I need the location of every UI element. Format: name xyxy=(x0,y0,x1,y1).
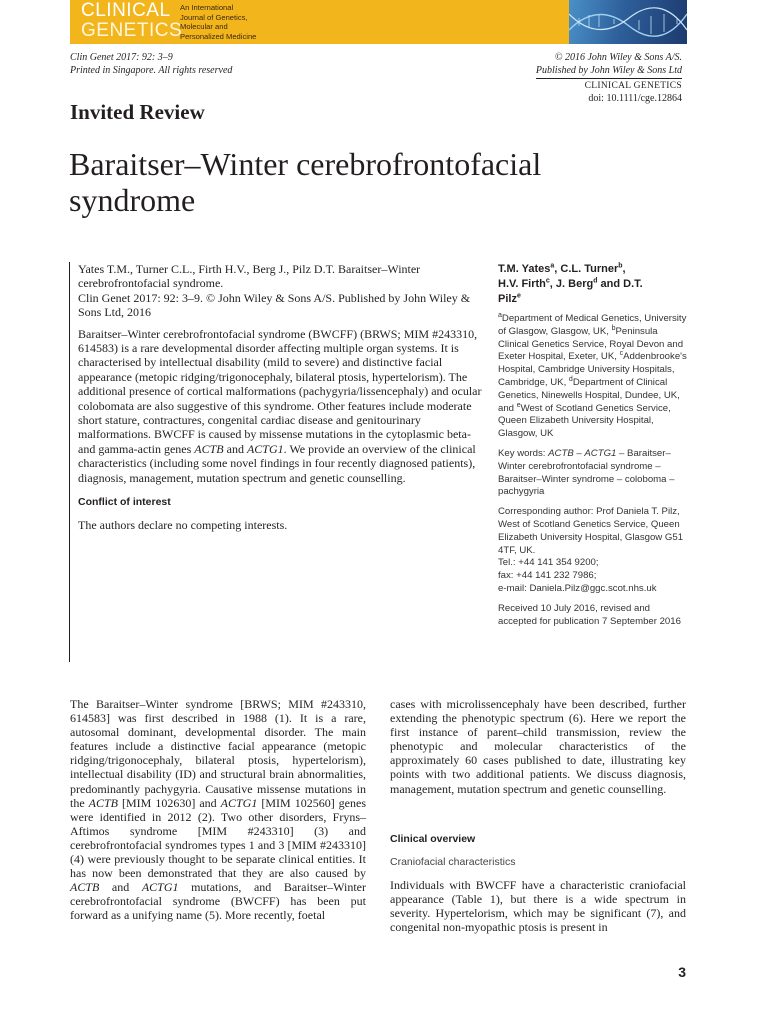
gene-name: ACTG1 xyxy=(220,795,258,810)
keywords xyxy=(498,448,690,499)
body-text: The Baraitser–Winter syndrome [BRWS; MIM #243310, 614583] was first described in 1988 (1). It is a rare, autosomal dominant, developmental disorder. The main features include a distinctive facial appearance (metopic ridging/trigonocephaly, bilateral ptosis, hypertelorism), intellectual disability (ID) and structural brain abnormalities, predominantly pachygyria. Causative missense mutations in the xyxy=(70,697,366,810)
keyword: – Baraitser–Winter cerebrofrontofacial syndrome – Baraitser–Winter syndrome – coloboma – pachygyria xyxy=(498,447,675,498)
section-heading: Clinical overview xyxy=(390,832,476,845)
abstract-body xyxy=(78,327,491,485)
affil-mark: d xyxy=(568,375,573,383)
dna-helix-image xyxy=(569,0,687,44)
conflict-text: The authors declare no competing interests. xyxy=(78,517,288,532)
abstract-panel xyxy=(69,262,491,662)
affil-mark: a xyxy=(498,311,502,319)
body-paragraph xyxy=(70,697,366,923)
body-text: and xyxy=(99,880,142,895)
publisher-block xyxy=(536,52,682,105)
affiliation: Department of Clinical Genetics, Ninewells Hospital, Dundee, UK, and xyxy=(498,376,680,414)
body-paragraph: Individuals with BWCFF have a characteristic craniofacial appearance (Table 1), but there is a wide spectrum in severity. Hypertelorism, which may be significant (7), and congenital non-myopathic ptosis is present in xyxy=(390,877,686,935)
journal-logo xyxy=(81,1,182,41)
body-column-right xyxy=(390,697,686,934)
abstract-text: . We provide an overview of the clinical characteristics (including some novel findings in four recently diagnosed patients), diagnosis, management, mutation spectrum and genetic counselling. xyxy=(78,441,476,485)
affil-mark: c xyxy=(545,277,550,285)
logo-line-1: CLINICAL xyxy=(81,0,171,21)
abstract-text: Baraitser–Winter cerebrofrontofacial syndrome (BWCFF) (BRWS; MIM #243310, 614583) is a rare developmental disorder affecting multiple organ systems. It is characterised by intellectual disability (mild to severe) and distinctive facial appearance (metopic ridging/trigonocephaly, bilateral ptosis, hypertelorism). The additional presence of cortical malformations (pachygyria/lissencephaly) and ocular colobomata are also suggestive of this syndrome. Other features include moderate short stature, contractures, congenital cardiac disease and genitourinary malformations. BWCFF is caused by missense mutations in the cytoplasmic beta- and gamma-actin genes xyxy=(78,326,482,456)
article-title: Baraitser–Winter cerebrofrontofacial syndrome xyxy=(69,146,542,218)
affil-mark: c xyxy=(619,350,624,358)
page-number: 3 xyxy=(678,964,686,980)
affil-mark: d xyxy=(593,277,598,285)
doi-link[interactable]: doi: 10.1111/cge.12864 xyxy=(588,92,682,104)
received-dates: Received 10 July 2016, revised and accepted for publication 7 September 2016 xyxy=(498,602,681,627)
author: Pilz xyxy=(498,293,517,305)
keyword-sep: – xyxy=(573,447,585,459)
abstract-text: and xyxy=(223,441,247,456)
citation: Clin Genet 2017: 92: 3–9 xyxy=(70,52,173,63)
author-sidebar xyxy=(498,262,690,635)
subsection-heading: Craniofacial characteristics xyxy=(390,855,516,868)
gene-name: ACTG1 xyxy=(141,880,179,895)
affiliations xyxy=(498,313,690,441)
logo-line-2: GENETICS xyxy=(81,20,183,41)
affiliation: West of Scotland Genetics Service, Queen Elizabeth University Hospital, Glasgow, UK xyxy=(498,402,671,440)
tagline-line: Molecular and xyxy=(180,22,228,32)
affil-mark: b xyxy=(618,262,623,270)
affil-mark: a xyxy=(550,262,555,270)
dna-helix-icon xyxy=(569,0,687,44)
email-link[interactable]: e-mail: Daniela.Pilz@ggc.scot.nhs.uk xyxy=(498,582,657,594)
printed-note: Printed in Singapore. All rights reserved xyxy=(70,64,233,76)
citation-block xyxy=(70,52,232,77)
gene-name: ACTB xyxy=(70,880,100,895)
fax: fax: +44 141 232 7986; xyxy=(498,570,597,582)
affiliation: Department of Medical Genetics, University of Glasgow, Glasgow, UK, xyxy=(498,313,687,337)
gene-name: ACTB xyxy=(88,795,119,810)
article-type: Invited Review xyxy=(70,100,205,124)
journal-tagline xyxy=(180,3,256,41)
body-column-left xyxy=(70,697,366,923)
author: T.M. Yates xyxy=(498,263,551,275)
tagline-line: Journal of Genetics, xyxy=(180,12,248,22)
affil-mark: e xyxy=(516,401,521,409)
corresponding-author xyxy=(498,506,690,596)
author: H.V. Firth xyxy=(498,278,546,290)
body-paragraph: cases with microlissencephaly have been described, further extending the phenotypic spectrum (6). Here we report the first instance of parent–child transmission, review the phenotypic and molecular characteristics of the approximately 60 cases published to date, illustrating key points with two additional patients. We discuss diagnosis, management, mutation spectrum and genetic counselling. xyxy=(390,697,686,796)
tagline-line: An International xyxy=(180,3,234,12)
gene-name: ACTG1 xyxy=(246,441,284,456)
affiliation: Peninsula Clinical Genetics Service, Royal Devon and Exeter Hospital, Exeter, UK, xyxy=(498,325,684,363)
keyword: ACTG1 xyxy=(584,447,617,459)
corresponding-address: Corresponding author: Prof Daniela T. Pilz, West of Scotland Genetics Service, Queen Elizabeth University Hospital, Glasgow G51 4TF, UK. xyxy=(498,506,684,556)
journal-banner xyxy=(70,0,687,44)
affil-mark: b xyxy=(611,324,616,332)
author-list: T.M. Yates$^a$, C.L. Turner$^b$, H.V. Firth$^c$, J. Berg$^d$ and D.T. Pilz$^e$ xyxy=(498,262,643,305)
tagline-line: Personalized Medicine xyxy=(180,31,257,41)
publisher: Published by John Wiley & Sons Ltd xyxy=(535,64,682,76)
body-text: [MIM 102560] genes were identified in 2012 (2). Two other disorders, Fryns–Aftimos syndrome [MIM #243310] (3) and cerebrofrontofacial syndromes types 1 and 3 [MIM #243310] (4) were previously thought to be separate clinical entities. It has now been demonstrated that they are also caused by xyxy=(70,795,367,881)
conflict-heading: Conflict of interest xyxy=(78,496,171,509)
keywords-label: Key words: xyxy=(498,447,549,459)
abstract-citation xyxy=(78,262,491,320)
body-text: mutations, and Baraitser–Winter cerebrofrontofacial syndrome (BWCFF) has been put forward as a unifying name (5). More recently, foetal xyxy=(70,880,367,923)
citation-journal: Clin Genet 2017: 92: 3–9. © John Wiley & Sons A/S. Published by John Wiley & Sons Ltd, 2016 xyxy=(78,290,471,320)
body-text: [MIM 102630] and xyxy=(118,795,221,810)
gene-name: ACTB xyxy=(194,441,224,456)
affil-mark: e xyxy=(516,292,521,300)
citation-authors: Yates T.M., Turner C.L., Firth H.V., Berg J., Pilz D.T. Baraitser–Winter cerebrofrontofacial syndrome. xyxy=(78,262,421,291)
copyright: © 2016 John Wiley & Sons A/S. xyxy=(554,52,682,63)
author: and D.T. xyxy=(597,278,643,290)
author: , J. Berg xyxy=(549,278,594,290)
phone: Tel.: +44 141 354 9200; xyxy=(498,557,599,569)
keyword: ACTB xyxy=(548,447,574,459)
affiliation: Addenbrooke's Hospital, Cambridge University Hospitals, Cambridge, UK, xyxy=(498,351,687,388)
author: , C.L. Turner xyxy=(554,263,619,275)
journal-name: CLINICAL GENETICS xyxy=(536,78,682,93)
